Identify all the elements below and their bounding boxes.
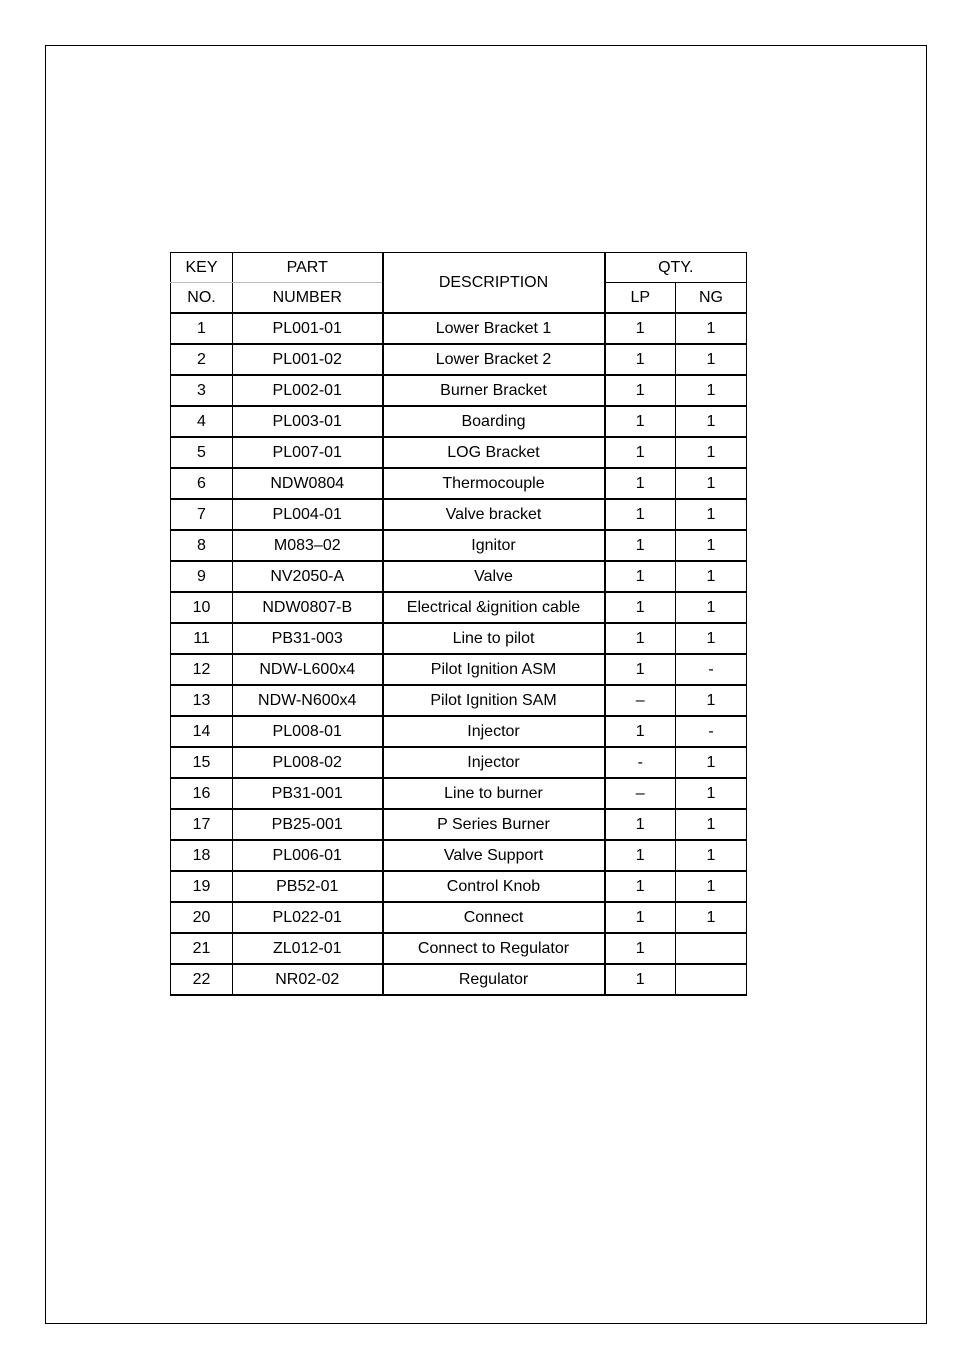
cell-qty-ng: 1 <box>676 592 747 623</box>
cell-qty-ng: 1 <box>676 778 747 809</box>
table-row <box>171 468 747 499</box>
cell-part-number: PL003-01 <box>233 406 383 437</box>
cell-qty-ng: 1 <box>676 809 747 840</box>
cell-part-number: PL008-02 <box>233 747 383 778</box>
table-row <box>171 499 747 530</box>
cell-part-number: PL008-01 <box>233 716 383 747</box>
table-row <box>171 933 747 964</box>
cell-qty-ng <box>676 964 747 995</box>
cell-description: Thermocouple <box>383 468 605 499</box>
cell-key-no: 15 <box>171 747 233 778</box>
cell-qty-lp: 1 <box>605 344 676 375</box>
table-row <box>171 344 747 375</box>
cell-qty-ng: 1 <box>676 871 747 902</box>
cell-key-no: 14 <box>171 716 233 747</box>
cell-qty-lp: 1 <box>605 840 676 871</box>
cell-key-no: 20 <box>171 902 233 933</box>
cell-qty-ng: 1 <box>676 747 747 778</box>
cell-key-no: 19 <box>171 871 233 902</box>
cell-key-no: 12 <box>171 654 233 685</box>
cell-qty-lp: 1 <box>605 871 676 902</box>
cell-description: LOG Bracket <box>383 437 605 468</box>
cell-part-number: PL022-01 <box>233 902 383 933</box>
cell-part-number: PB52-01 <box>233 871 383 902</box>
header-qty: QTY. <box>605 253 747 283</box>
table-row <box>171 871 747 902</box>
cell-key-no: 22 <box>171 964 233 995</box>
table-row <box>171 747 747 778</box>
cell-qty-lp: – <box>605 685 676 716</box>
table-row <box>171 313 747 344</box>
cell-key-no: 11 <box>171 623 233 654</box>
cell-qty-lp: 1 <box>605 561 676 592</box>
table-row <box>171 778 747 809</box>
cell-part-number: PL006-01 <box>233 840 383 871</box>
cell-qty-ng: 1 <box>676 344 747 375</box>
header-key-bottom: NO. <box>171 283 233 314</box>
table-row <box>171 685 747 716</box>
cell-key-no: 2 <box>171 344 233 375</box>
cell-qty-lp: 1 <box>605 437 676 468</box>
cell-key-no: 6 <box>171 468 233 499</box>
table-row <box>171 716 747 747</box>
cell-qty-ng: 1 <box>676 902 747 933</box>
cell-key-no: 1 <box>171 313 233 344</box>
header-lp: LP <box>605 283 676 314</box>
cell-qty-lp: – <box>605 778 676 809</box>
cell-description: Injector <box>383 747 605 778</box>
cell-key-no: 4 <box>171 406 233 437</box>
cell-qty-ng: 1 <box>676 530 747 561</box>
cell-description: Pilot Ignition ASM <box>383 654 605 685</box>
cell-part-number: PB31-003 <box>233 623 383 654</box>
cell-description: Line to burner <box>383 778 605 809</box>
cell-description: Electrical &ignition cable <box>383 592 605 623</box>
table-row <box>171 530 747 561</box>
table-row <box>171 592 747 623</box>
cell-key-no: 8 <box>171 530 233 561</box>
cell-key-no: 16 <box>171 778 233 809</box>
cell-key-no: 7 <box>171 499 233 530</box>
table-row <box>171 375 747 406</box>
cell-part-number: ZL012-01 <box>233 933 383 964</box>
cell-key-no: 17 <box>171 809 233 840</box>
cell-description: Lower Bracket 2 <box>383 344 605 375</box>
cell-description: Valve Support <box>383 840 605 871</box>
table-body <box>171 313 747 995</box>
cell-part-number: PL004-01 <box>233 499 383 530</box>
cell-key-no: 18 <box>171 840 233 871</box>
cell-qty-ng: - <box>676 654 747 685</box>
cell-qty-lp: 1 <box>605 468 676 499</box>
cell-key-no: 10 <box>171 592 233 623</box>
cell-part-number: PL002-01 <box>233 375 383 406</box>
cell-description: Valve <box>383 561 605 592</box>
cell-part-number: NDW0804 <box>233 468 383 499</box>
cell-description: Connect to Regulator <box>383 933 605 964</box>
header-ng: NG <box>676 283 747 314</box>
table-row <box>171 654 747 685</box>
cell-qty-lp: 1 <box>605 716 676 747</box>
cell-description: Line to pilot <box>383 623 605 654</box>
cell-part-number: PL001-01 <box>233 313 383 344</box>
cell-description: Injector <box>383 716 605 747</box>
cell-part-number: NDW-L600x4 <box>233 654 383 685</box>
cell-qty-ng <box>676 933 747 964</box>
cell-qty-ng: 1 <box>676 840 747 871</box>
cell-part-number: NV2050-A <box>233 561 383 592</box>
cell-description: Regulator <box>383 964 605 995</box>
cell-qty-lp: 1 <box>605 964 676 995</box>
cell-qty-lp: 1 <box>605 375 676 406</box>
cell-description: Lower Bracket 1 <box>383 313 605 344</box>
cell-qty-lp: 1 <box>605 313 676 344</box>
cell-qty-ng: 1 <box>676 313 747 344</box>
table-row <box>171 902 747 933</box>
cell-part-number: NDW0807-B <box>233 592 383 623</box>
header-description: DESCRIPTION <box>383 253 605 314</box>
cell-key-no: 21 <box>171 933 233 964</box>
cell-description: Burner Bracket <box>383 375 605 406</box>
table-row <box>171 623 747 654</box>
cell-part-number: NDW-N600x4 <box>233 685 383 716</box>
cell-qty-lp: 1 <box>605 406 676 437</box>
cell-qty-ng: 1 <box>676 685 747 716</box>
cell-qty-ng: 1 <box>676 468 747 499</box>
cell-qty-ng: 1 <box>676 499 747 530</box>
header-row-top <box>171 253 747 283</box>
parts-list-table <box>170 252 747 996</box>
cell-qty-lp: 1 <box>605 530 676 561</box>
cell-qty-lp: 1 <box>605 499 676 530</box>
cell-description: Boarding <box>383 406 605 437</box>
cell-part-number: PB25-001 <box>233 809 383 840</box>
cell-qty-lp: 1 <box>605 654 676 685</box>
header-part-top: PART <box>233 253 383 283</box>
cell-qty-lp: 1 <box>605 933 676 964</box>
cell-key-no: 9 <box>171 561 233 592</box>
cell-qty-ng: 1 <box>676 375 747 406</box>
cell-qty-lp: 1 <box>605 623 676 654</box>
table-row <box>171 437 747 468</box>
cell-description: Connect <box>383 902 605 933</box>
cell-part-number: M083–02 <box>233 530 383 561</box>
cell-qty-lp: 1 <box>605 902 676 933</box>
table-row <box>171 840 747 871</box>
cell-description: P Series Burner <box>383 809 605 840</box>
cell-key-no: 3 <box>171 375 233 406</box>
cell-part-number: PL001-02 <box>233 344 383 375</box>
cell-part-number: NR02-02 <box>233 964 383 995</box>
header-key-top: KEY <box>171 253 233 283</box>
cell-qty-ng: 1 <box>676 623 747 654</box>
cell-qty-lp: 1 <box>605 809 676 840</box>
cell-qty-lp: - <box>605 747 676 778</box>
cell-qty-ng: 1 <box>676 561 747 592</box>
cell-qty-ng: 1 <box>676 406 747 437</box>
cell-key-no: 13 <box>171 685 233 716</box>
table-header <box>171 253 747 314</box>
cell-description: Control Knob <box>383 871 605 902</box>
cell-qty-lp: 1 <box>605 592 676 623</box>
table-row <box>171 809 747 840</box>
cell-key-no: 5 <box>171 437 233 468</box>
cell-description: Pilot Ignition SAM <box>383 685 605 716</box>
cell-description: Ignitor <box>383 530 605 561</box>
table-row <box>171 561 747 592</box>
table-row <box>171 964 747 995</box>
header-part-bottom: NUMBER <box>233 283 383 314</box>
cell-qty-ng: - <box>676 716 747 747</box>
table-row <box>171 406 747 437</box>
cell-part-number: PB31-001 <box>233 778 383 809</box>
cell-part-number: PL007-01 <box>233 437 383 468</box>
cell-description: Valve bracket <box>383 499 605 530</box>
cell-qty-ng: 1 <box>676 437 747 468</box>
